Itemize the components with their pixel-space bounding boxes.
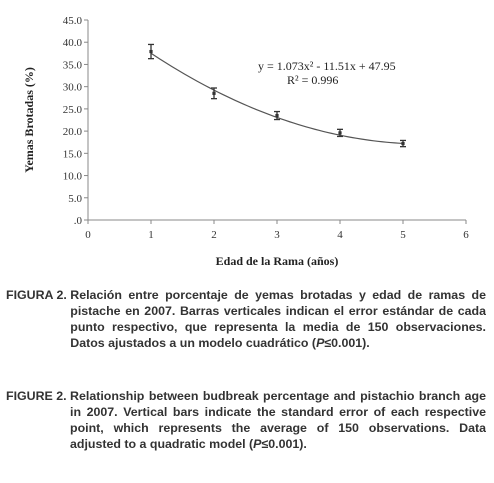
caption-text-spanish: Relación entre porcentaje de yemas brotadas y edad de ramas de pistache en 2007. Barras verticales indican el error estándar de cada punto respectivo, que representa la media de 150 observaciones. Datos ajustados a un modelo cuadrático (: [70, 288, 486, 350]
caption-p-symbol-english: P: [253, 437, 262, 451]
y-tick-label: .0: [73, 215, 82, 227]
y-axis-title: Yemas Brotadas (%): [22, 67, 36, 173]
chart-ticks: [63, 15, 470, 241]
caption-tail-english: ≤0.001).: [261, 437, 307, 451]
data-point: [212, 92, 215, 95]
r-squared-label: R² = 0.996: [287, 73, 339, 87]
data-point: [275, 114, 278, 117]
y-tick-label: 40.0: [62, 37, 82, 50]
caption-label-spanish: FIGURA 2.: [6, 288, 71, 302]
caption-p-symbol-spanish: P: [316, 336, 325, 350]
y-tick-label: 35.0: [62, 59, 82, 72]
x-tick-label: 6: [463, 229, 469, 241]
y-tick-label: 15.0: [62, 148, 82, 161]
x-tick-label: 1: [148, 229, 154, 241]
x-axis-title: Edad de la Rama (años): [215, 254, 339, 268]
caption-label-english: FIGURE 2.: [6, 389, 71, 403]
y-tick-label: 20.0: [62, 126, 82, 139]
y-tick-label: 25.0: [62, 103, 82, 116]
figure-caption-english: [6, 388, 486, 452]
figure-caption-spanish: [6, 287, 486, 351]
x-tick-label: 0: [85, 229, 91, 241]
y-tick-label: 10.0: [62, 170, 82, 183]
x-tick-label: 2: [211, 229, 217, 241]
caption-tail-spanish: ≤0.001).: [324, 336, 370, 350]
x-tick-label: 5: [400, 229, 406, 241]
y-tick-label: 30.0: [62, 81, 82, 94]
data-point: [149, 50, 152, 53]
y-tick-label: 45.0: [62, 15, 82, 27]
fit-equation: y = 1.073x² - 11.51x + 47.95: [258, 59, 396, 73]
x-tick-label: 3: [274, 229, 280, 241]
caption-text-english: Relationship between budbreak percentage and pistachio branch age in 2007. Vertical bars indicate the standard error of each respective point, which represents the average of 150 observations. Data adjusted to a quadratic model (: [70, 389, 486, 451]
y-tick-label: 5.0: [68, 192, 82, 205]
data-point: [338, 131, 341, 134]
x-tick-label: 4: [337, 229, 343, 241]
data-point: [401, 142, 404, 145]
